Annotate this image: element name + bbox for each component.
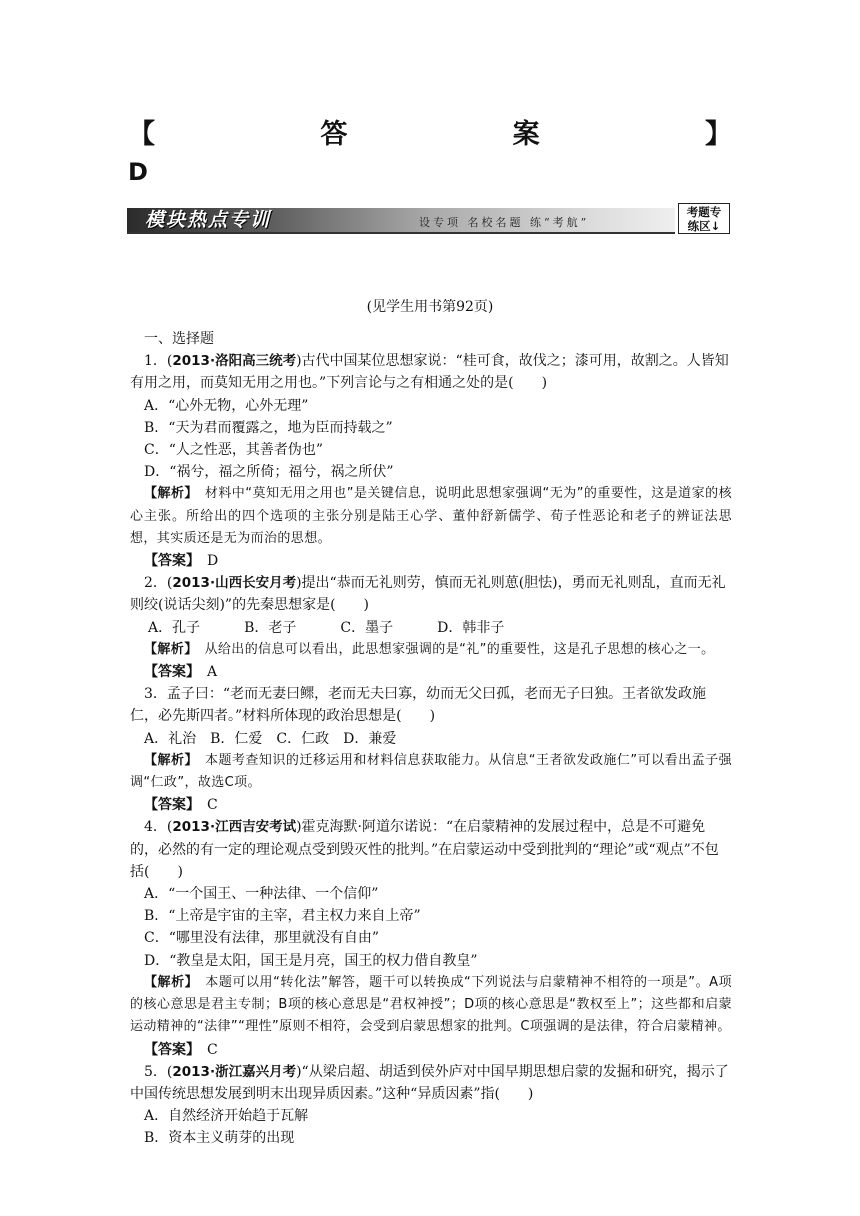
question-2-answer	[130, 661, 732, 683]
question-5-source: 2013·浙江嘉兴月考	[172, 1063, 297, 1080]
question-4-option-c: C．“哪里没有法律，那里就没有自由”	[144, 930, 380, 947]
question-3-option-b: B．仁爱	[210, 730, 263, 747]
question-1-option-d: D．“祸兮，福之所倚；福兮，祸之所伏”	[144, 464, 394, 481]
question-4-stem	[130, 816, 732, 883]
answer-char-an: 案	[512, 119, 540, 150]
question-2-analysis	[130, 639, 732, 661]
question-3-option-c: C．仁政	[276, 730, 330, 747]
question-2-option-a: A．孔子	[148, 619, 201, 636]
question-2-answer-value: A	[193, 664, 218, 681]
question-2-option-d: D．韩非子	[437, 619, 505, 636]
question-2-source: 2013·山西长安月考	[172, 575, 297, 592]
answer-header	[128, 112, 732, 151]
banner-practice-box	[678, 203, 730, 234]
question-2-text: )提出“恭而无礼则劳，慎而无礼则葸(胆怯)，勇而无礼则乱，直而无礼则绞(说话尖刻)”的先秦思想家是( )	[130, 575, 726, 614]
banner-box-line2: 练区↓	[687, 219, 721, 233]
book-page-reference: (见学生用书第92页)	[366, 299, 494, 315]
question-5-text: )“从梁启超、胡适到侯外庐对中国早期思想启蒙的发掘和研究，揭示了中国传统思想发展到明末出现异质因素。”这种“异质因素”指( )	[130, 1063, 729, 1102]
question-3-option-d: D．兼爱	[343, 730, 397, 747]
question-1-source: 2013·洛阳高三统考	[172, 353, 297, 370]
question-1-number: 1．(	[144, 353, 173, 370]
question-2-stem	[130, 572, 732, 616]
question-3-options	[130, 728, 732, 750]
question-1-analysis-text: 材料中“莫知无用之用也”是关键信息，说明此思想家强调“无为”的重要性，这是道家的核心主张。所给出的四个选项的主张分别是陆王心学、董仲舒新儒学、荀子性恶论和老子的辨证法思想，其实质还是无为而治的思想。	[130, 486, 732, 546]
question-5-option-a: A．自然经济开始趋于瓦解	[144, 1108, 309, 1125]
answer-tag: 【答案】	[144, 553, 193, 570]
answer-tag: 【答案】	[144, 797, 193, 814]
question-list	[130, 328, 732, 1150]
question-4-number: 4．(	[144, 819, 173, 836]
answer-letter: D	[128, 158, 148, 186]
question-5-option-b: B．资本主义萌芽的出现	[144, 1130, 295, 1147]
question-4-analysis	[130, 972, 732, 1039]
answer-char-da: 答	[320, 119, 348, 150]
banner-title: 模块热点专训	[145, 209, 272, 231]
question-5-stem	[130, 1061, 732, 1105]
question-4-source: 2013·江西吉安考试	[172, 819, 297, 836]
question-1-stem	[130, 350, 732, 394]
question-2-option-b: B．老子	[244, 619, 297, 636]
question-3-analysis-text: 本题考查知识的迁移运用和材料信息获取能力。从信息“王者欲发政施仁”可以看出孟子强调“仁政”，故选C项。	[130, 752, 732, 791]
question-3-answer	[130, 794, 732, 816]
question-4-answer-value: C	[193, 1041, 218, 1058]
question-1-option-a: A．“心外无物，心外无理”	[144, 397, 309, 414]
banner-slogan: 设专项 名校名题 练“考航”	[419, 216, 590, 229]
answer-bracket-right: 】	[704, 119, 732, 150]
question-3-stem: 3．孟子曰：“老而无妻曰鳏，老而无夫曰寡，幼而无父曰孤，老而无子曰独。王者欲发政施仁，必先斯四者。”材料所体现的政治思想是( )	[130, 686, 707, 725]
question-1-option-b: B．“天为君而覆露之，地为臣而持载之”	[144, 419, 393, 436]
question-3-answer-value: C	[193, 797, 218, 814]
analysis-tag: 【解析】	[144, 486, 192, 502]
banner-box-line1: 考题专	[686, 205, 722, 219]
question-1-answer	[130, 550, 732, 572]
question-4-option-b: B．“上帝是宇宙的主宰，君主权力来自上帝”	[144, 908, 421, 925]
section-banner	[127, 203, 733, 234]
question-4-option-d: D．“教皇是太阳，国王是月亮，国王的权力借自教皇”	[144, 952, 478, 969]
analysis-tag: 【解析】	[144, 974, 192, 990]
question-1-text: )古代中国某位思想家说：“桂可食，故伐之；漆可用，故割之。人皆知有用之用，而莫知无用之用也。”下列言论与之有相通之处的是( )	[130, 353, 729, 392]
question-1-answer-value: D	[193, 553, 219, 570]
answer-bracket-left: 【	[128, 119, 155, 150]
question-5-number: 5．(	[144, 1063, 173, 1080]
question-1-option-c: C．“人之性恶，其善者伪也”	[144, 442, 324, 459]
question-3-option-a: A．礼治	[144, 730, 197, 747]
question-4-text: )霍克海默·阿道尔诺说：“在启蒙精神的发展过程中，总是不可避免的，必然的有一定的理论观点受到毁灭性的批判。”在启蒙运动中受到批判的“理论”或“观点”不包括( )	[130, 819, 719, 880]
question-1-analysis	[130, 483, 732, 550]
question-2-number: 2．(	[144, 575, 173, 592]
question-2-analysis-text: 从给出的信息可以看出，此思想家强调的是“礼”的重要性，这是孔子思想的核心之一。	[191, 641, 715, 657]
question-4-analysis-text: 本题可以用“转化法”解答，题干可以转换成“下列说法与启蒙精神不相符的一项是”。A项的核心意思是君主专制；B项的核心意思是“君权神授”；D项的核心意思是“教权至上”；这些都和启蒙运动精神的“法律”“理性”原则不相符，会受到启蒙思想家的批判。C项强调的是法律，符合启蒙精神。	[130, 974, 732, 1035]
question-2-option-c: C．墨子	[340, 619, 394, 636]
answer-tag: 【答案】	[144, 1041, 193, 1058]
question-4-answer	[130, 1039, 732, 1061]
section-title: 一、选择题	[144, 331, 214, 347]
question-4-option-a: A．“一个国王、一种法律、一个信仰”	[144, 886, 379, 903]
analysis-tag: 【解析】	[144, 752, 192, 768]
question-3-analysis	[130, 750, 732, 794]
question-2-options	[130, 617, 732, 639]
answer-tag: 【答案】	[144, 664, 193, 681]
analysis-tag: 【解析】	[144, 641, 192, 657]
